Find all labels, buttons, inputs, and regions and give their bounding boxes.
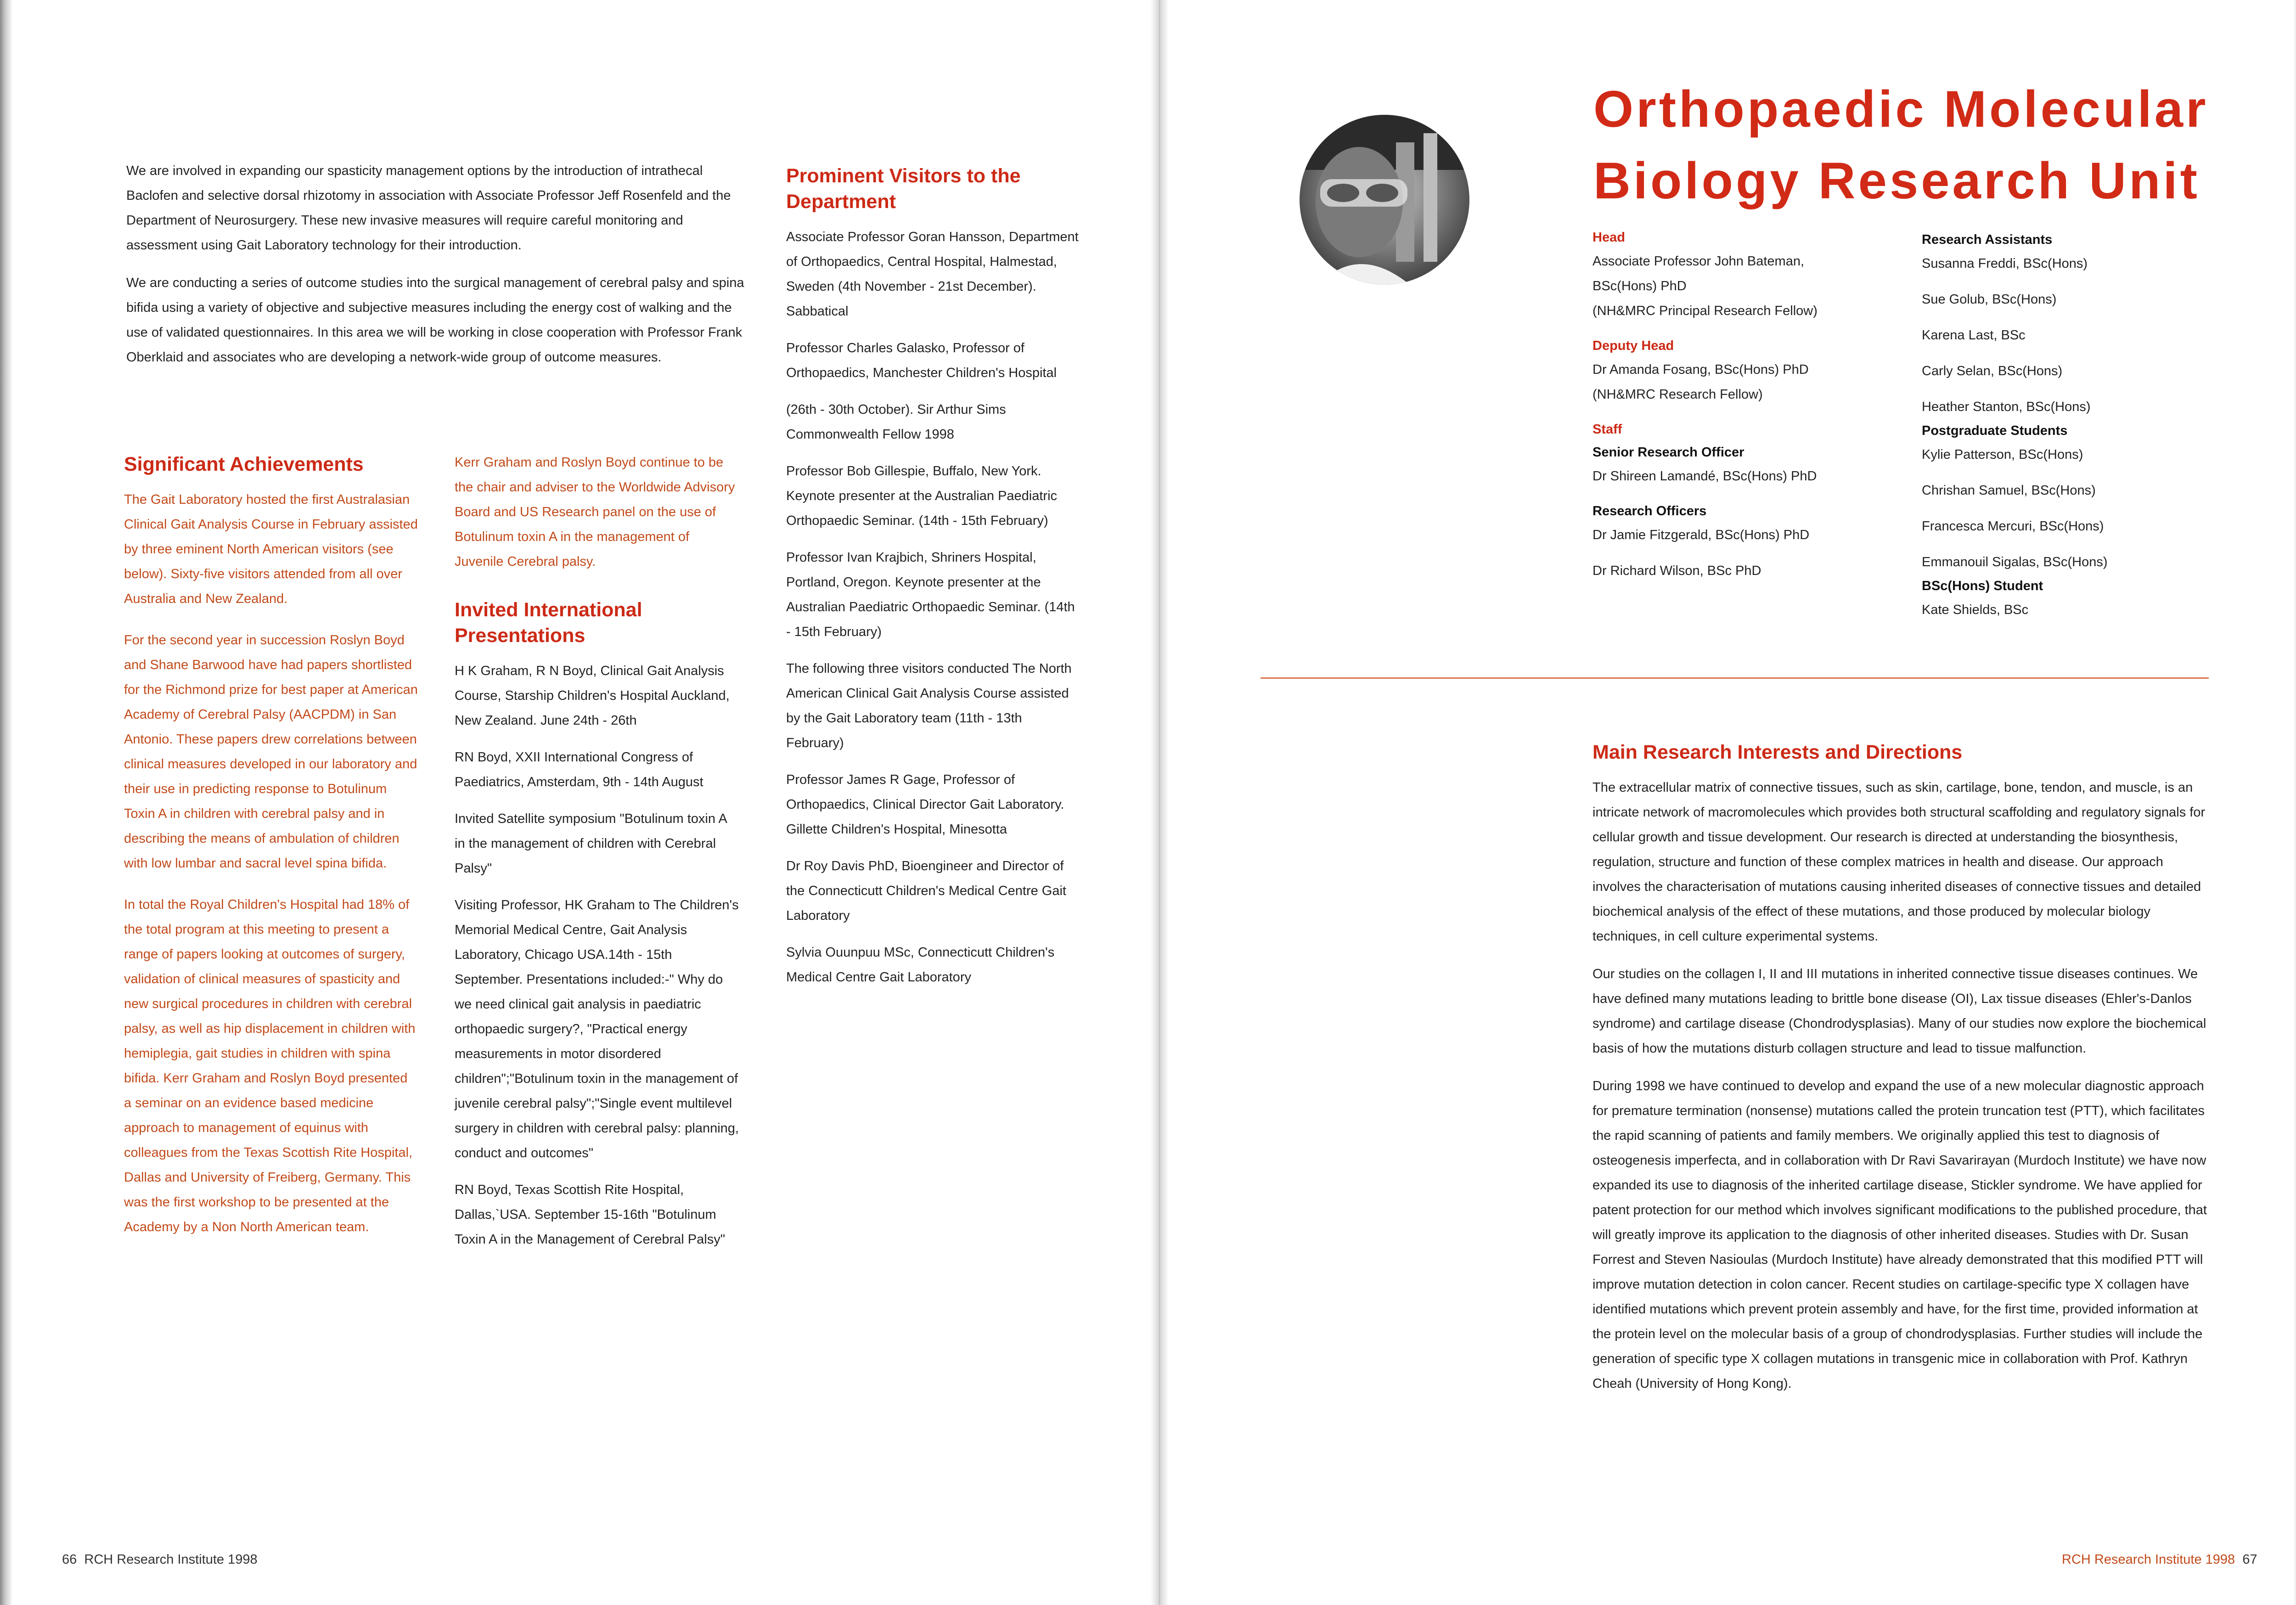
section-divider <box>1261 677 2209 679</box>
postgrad-student: Emmanouil Sigalas, BSc(Hons) <box>1922 555 2108 569</box>
research-officer: Dr Richard Wilson, BSc PhD <box>1593 563 1761 578</box>
visitor-item: Associate Professor Goran Hansson, Department of Orthopaedics, Central Hospital, Halmestad, Sweden (4th November - 21st December). Sabbatical <box>786 230 1079 319</box>
research-assistant: Heather Stanton, BSc(Hons) <box>1922 400 2091 414</box>
postgrad-student: Francesca Mercuri, BSc(Hons) <box>1922 519 2104 534</box>
head-label: Head <box>1593 230 1625 245</box>
staff-label: Staff <box>1593 422 1622 437</box>
hons-student: Kate Shields, BSc <box>1922 603 2029 617</box>
unit-title-line2: Biology Research Unit <box>1593 152 2200 209</box>
right-footer <box>2062 1552 2257 1567</box>
visitors-section <box>786 163 1080 1002</box>
achievements-heading: Significant Achievements <box>124 453 364 475</box>
research-assistant: Sue Golub, BSc(Hons) <box>1922 292 2057 307</box>
staff-list-left <box>1593 226 1905 583</box>
head-line: Associate Professor John Bateman, <box>1593 254 1805 269</box>
visitor-item: Sylvia Ouunpuu MSc, Connecticutt Children's Medical Centre Gait Laboratory <box>786 945 1055 985</box>
unit-title <box>1593 73 2282 217</box>
research-officer: Dr Jamie Fitzgerald, BSc(Hons) PhD <box>1593 528 1810 542</box>
staff-list-right <box>1922 228 2206 622</box>
unit-title-line1: Orthopaedic Molecular <box>1593 80 2209 138</box>
postgrad-label: Postgraduate Students <box>1922 423 2068 438</box>
research-assistant: Karena Last, BSc <box>1922 328 2026 343</box>
deputy-line: (NH&MRC Research Fellow) <box>1593 387 1763 402</box>
intro-paragraph: We are conducting a series of outcome studies into the surgical management of cerebral palsy and spina bifida using a variety of objective and subjective measures including the energy cost of walking and the use of validated questionnaires. In this area we will be working in close cooperation with Professor Frank Oberklaid and associates who are developing a network-wide group of outcome measures. <box>126 276 744 365</box>
intro-section <box>126 158 751 383</box>
achievement-paragraph: In total the Royal Children's Hospital had 18% of the total program at this meeting to present a range of papers looking at outcomes of surgery, validation of clinical measures of spasticity and new surgical procedures in children with cerebral palsy, as well as hip displacement in children with hemiplegia, gait studies in children with spina bifida. Kerr Graham and Roslyn Boyd presented a seminar on an evidence based medicine approach to management of equinus with colleagues from the Texas Scottish Rite Hospital, Dallas and University of Freiberg, Germany. This was the first workshop to be presented at the Academy by a Non North American team. <box>124 897 416 1234</box>
left-footer <box>62 1552 258 1567</box>
invited-heading: Invited International Presentations <box>455 599 642 647</box>
presentation-item: Visiting Professor, HK Graham to The Children's Memorial Medical Centre, Gait Analysis Laboratory, Chicago USA.14th - 15th September. Presentations included:-" Why do we need clinical gait analysis in paediatric orthopaedic surgery?, "Practical energy measurements in motor disordered children";"Botulinum toxin in the management of juvenile cerebral palsy";"Single event multilevel surgery in children with cerebral palsy: planning, conduct and outcomes" <box>455 898 739 1160</box>
research-assistant: Susanna Freddi, BSc(Hons) <box>1922 256 2088 271</box>
research-officers-label: Research Officers <box>1593 504 1707 518</box>
research-paragraph: Our studies on the collagen I, II and III mutations in inherited connective tissue diseases continues. We have defined many mutations leading to brittle bone disease (OI), Lax tissue diseases (Ehler's-Danlos syndrome) and cartilage disease (Chondrodysplasias). Many of our studies now explore the biochemical basis of how the mutations disturb collagen structure and lead to tissue malfunction. <box>1593 967 2206 1056</box>
research-heading: Main Research Interests and Directions <box>1593 741 1963 763</box>
research-paragraph: The extracellular matrix of connective tissues, such as skin, cartilage, bone, tendon, and muscle, is an intricate network of macromolecules which provides both structural scaffolding and regulatory signals for cellular growth and tissue development. Our research is directed at understanding the biosynthesis, regulation, structure and function of these complex matrices in health and disease. Our approach involves the characterisation of mutations causing inherited diseases of connective tissues and detailed biochemical analysis of the effect of these mutations, and those produced by molecular biology techniques, in cell culture experimental systems. <box>1593 780 2206 944</box>
visitor-item: (26th - 30th October). Sir Arthur Sims Commonwealth Fellow 1998 <box>786 402 1006 442</box>
publication-name: RCH Research Institute 1998 <box>2062 1552 2235 1567</box>
head-line: (NH&MRC Principal Research Fellow) <box>1593 304 1818 318</box>
hons-student-label: BSc(Hons) Student <box>1922 579 2043 593</box>
page-number: 66 <box>62 1552 77 1567</box>
achievements-section <box>124 451 418 1256</box>
senior-officer-label: Senior Research Officer <box>1593 445 1745 460</box>
research-assistant: Carly Selan, BSc(Hons) <box>1922 364 2063 378</box>
researcher-photo-icon <box>1300 115 1469 285</box>
presentation-item: RN Boyd, Texas Scottish Rite Hospital, Dallas,`USA. September 15-16th "Botulinum Toxin A in the Management of Cerebral Palsy" <box>455 1183 726 1247</box>
visitors-heading: Prominent Visitors to the Department <box>786 165 1021 213</box>
visitor-item: Professor Ivan Krajbich, Shriners Hospital, Portland, Oregon. Keynote presenter at the Australian Paediatric Orthopaedic Seminar. (14th - 15th February) <box>786 550 1075 639</box>
deputy-line: Dr Amanda Fosang, BSc(Hons) PhD <box>1593 362 1809 377</box>
achievement-paragraph: The Gait Laboratory hosted the first Australasian Clinical Gait Analysis Course in February assisted by three eminent North American visitors (see below). Sixty-five visitors attended from all over Australia and New Zealand. <box>124 492 418 606</box>
page-number: 67 <box>2242 1552 2257 1567</box>
postgrad-student: Kylie Patterson, BSc(Hons) <box>1922 447 2083 462</box>
presentation-item: Invited Satellite symposium "Botulinum toxin A in the management of children with Cerebral Palsy" <box>455 811 727 876</box>
publication-name: RCH Research Institute 1998 <box>84 1552 258 1567</box>
senior-officer-name: Dr Shireen Lamandé, BSc(Hons) PhD <box>1593 469 1817 484</box>
visitor-item: Dr Roy Davis PhD, Bioengineer and Director of the Connecticutt Children's Medical Centre Gait Laboratory <box>786 859 1066 923</box>
achievement-paragraph: For the second year in succession Roslyn Boyd and Shane Barwood have had papers shortlisted for the Richmond prize for best paper at American Academy of Cerebral Palsy (AACPDM) in San Antonio. These papers drew correlations between clinical measures developed in our laboratory and their use in predicting response to Botulinum Toxin A in children with cerebral palsy and in describing the means of ambulation of children with low lumbar and sacral level spina bifida. <box>124 633 418 871</box>
achievement-continued: Kerr Graham and Roslyn Boyd continue to be the chair and adviser to the Worldwide Advisory Board and US Research panel on the use of Botulinum toxin A in the management of Juvenile Cerebral palsy. <box>455 455 735 569</box>
postgrad-student: Chrishan Samuel, BSc(Hons) <box>1922 483 2096 498</box>
head-line: BSc(Hons) PhD <box>1593 279 1687 293</box>
presentation-item: RN Boyd, XXII International Congress of Paediatrics, Amsterdam, 9th - 14th August <box>455 750 703 789</box>
deputy-label: Deputy Head <box>1593 338 1674 353</box>
research-paragraph: During 1998 we have continued to develop and expand the use of a new molecular diagnostic approach for premature termination (nonsense) mutations called the protein truncation test (PTT), which facilitates the rapid scanning of patients and family members. We originally applied this test to diagnosis of osteogenesis imperfecta, and in collaboration with Dr Ravi Savarirayan (Murdoch Institute) we have now expanded its use to diagnosis of the inherited cartilage disease, Stickler syndrome. We have applied for patent protection for our method which involves significant modifications to the published procedure, that will greatly improve its application to the diagnosis of other inherited diseases. Studies with Dr. Susan Forrest and Steven Nasioulas (Murdoch Institute) have already demonstrated that this modified PTT will improve mutation detection in colon cancer. Recent studies on cartilage-specific type X collagen have identified mutations which prevent protein assembly and have, for the first time, provided information at the protein level on the molecular basis of a group of chondrodysplasias. Further studies will include the generation of specific type X collagen mutations in transgenic mice in collaboration with Prof. Kathryn Cheah (University of Hong Kong). <box>1593 1079 2207 1391</box>
book-edge-right <box>2293 0 2296 1605</box>
visitor-item: Professor James R Gage, Professor of Orthopaedics, Clinical Director Gait Laboratory. Gillette Children's Hospital, Minesotta <box>786 772 1064 837</box>
book-gutter <box>1150 0 1169 1605</box>
visitor-item: Professor Bob Gillespie, Buffalo, New York. Keynote presenter at the Australian Paediatric Orthopaedic Seminar. (14th - 15th February) <box>786 464 1058 528</box>
intro-paragraph: We are involved in expanding our spasticity management options by the introduction of intrathecal Baclofen and selective dorsal rhizotomy in association with Associate Professor Jeff Rosenfeld and the Department of Neurosurgery. These new invasive measures will require careful monitoring and assessment using Gait Laboratory technology for their introduction. <box>126 163 731 253</box>
visitor-item: Professor Charles Galasko, Professor of Orthopaedics, Manchester Children's Hospital <box>786 341 1057 380</box>
visitor-item: The following three visitors conducted The North American Clinical Gait Analysis Course assisted by the Gait Laboratory team (11th - 13th February) <box>786 661 1072 750</box>
research-assistants-label: Research Assistants <box>1922 232 2053 247</box>
book-edge-left <box>0 0 13 1605</box>
presentation-item: H K Graham, R N Boyd, Clinical Gait Analysis Course, Starship Children's Hospital Auckland, New Zealand. June 24th - 26th <box>455 664 730 728</box>
research-section <box>1593 739 2210 1409</box>
middle-column <box>455 450 739 1264</box>
